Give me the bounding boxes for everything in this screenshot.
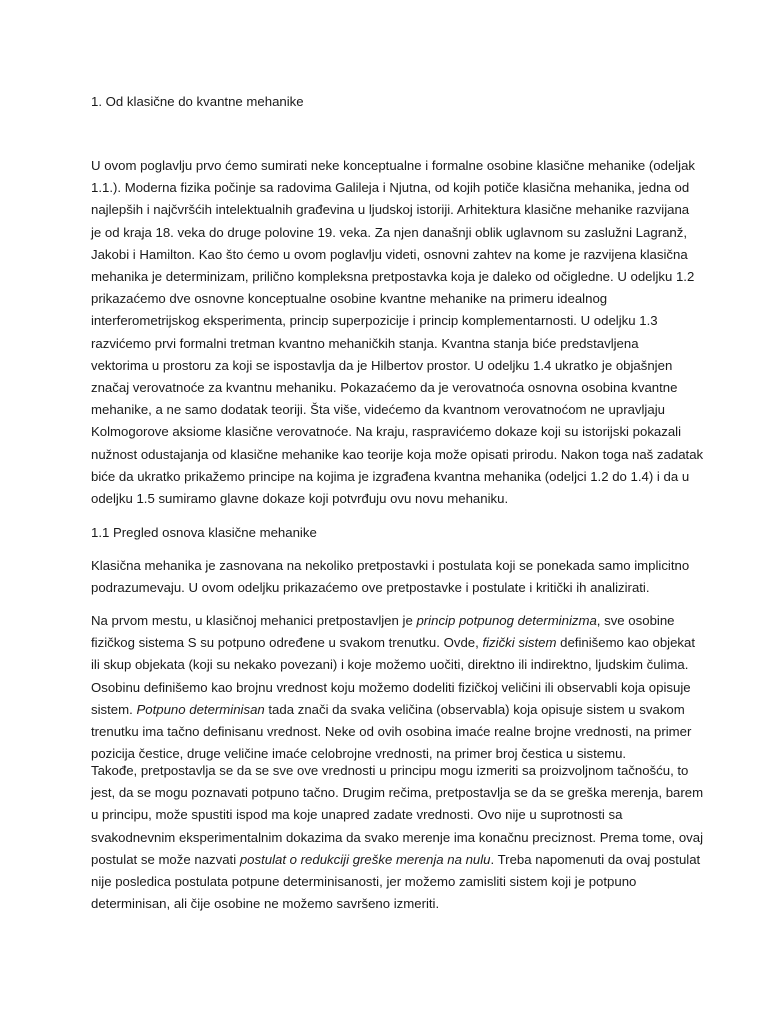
text-line: značaj verovatnoće za kvantnu mehaniku. Pokazaćemo da je verovatnoća osnovna osobina kvantne [91, 380, 678, 396]
text-line: podrazumevaju. U ovom odeljku prikazaćemo ove pretpostavke i postulate i kritički ih analizirati. [91, 580, 650, 596]
text-line: odeljku 1.5 sumiramo glavne dokaze koji potvrđuju ovu novu mehaniku. [91, 491, 509, 507]
text-line: nije posledica postulata potpune determinisanosti, jer možemo zamisliti sistem koji je potpuno [91, 874, 637, 890]
emphasis-text: postulat o redukciji greške merenja na nulu [239, 851, 491, 867]
text-run: postulat se može nazvati [91, 851, 240, 867]
text-line: U ovom poglavlju prvo ćemo sumirati neke konceptualne i formalne osobine klasične mehanike (odeljak [91, 158, 696, 173]
text-line: mehanika je determinizam, prilično kompleksna pretpostavka koja je daleko od očigledne. U odeljku 1.2 [91, 269, 695, 285]
text-line: mehanike, a ne samo dodatak teoriji. Šta više, videćemo da kvantnom verovatnoćom ne upravljaju [91, 402, 665, 418]
paragraph-2 [91, 610, 696, 765]
text-run: fizičkog sistema S su potpuno određene u svakom trenutku. Ovde, [91, 635, 483, 651]
text-line: Kolmogorove aksiome klasične verovatnoće. Na kraju, raspravićemo dokaze koji su istorijski pokazali [91, 424, 682, 440]
text-line: jest, da se mogu poznavati potpuno tačno. Drugim rečima, pretpostavlja se da se greška merenja, barem [91, 785, 704, 801]
text-line: prikazaćemo dve osnovne konceptualne osobine kvantne mehanike na primeru idealnog [91, 291, 608, 307]
text-line: ili skup objekata (koji su nekako povezani) i koje možemo uočiti, direktno ili indirektno, ljudskim čulima. [91, 657, 689, 673]
text-run: sistem. [91, 701, 137, 717]
text-line: svakodnevnim eksperimentalnim dokazima da svako merenje ima konačnu preciznost. Prema tome, ovaj [91, 829, 704, 845]
paragraph-1 [91, 555, 691, 599]
paragraph-3 [91, 760, 704, 915]
text-line: najlepših i najčvršćih intelektualnih građevina u ljudskoj istoriji. Arhitektura klasične mehanike razvijana [91, 202, 690, 218]
emphasis-text: princip potpunog determinizma [416, 613, 597, 628]
text-line [91, 632, 696, 654]
text-run: , sve osobine [596, 613, 675, 628]
text-line [91, 610, 691, 632]
section-title: 1. Od klasične do kvantne mehanike [91, 94, 304, 109]
intro-paragraph [91, 155, 704, 510]
text-line: razvićemo prvi formalni tretman kvantno mehaničkih stanja. Kvantna stanja biće predstavljena [91, 335, 639, 351]
text-line: interferometrijskog eksperimenta, princip superpozicije i princip komplementarnosti. U odeljku 1.3 [91, 313, 658, 329]
emphasis-text: fizički sistem [482, 635, 557, 651]
text-line: Osobinu definišemo kao brojnu vrednost koju možemo dodeliti fizičkoj veličini ili observabli koja opisuje [91, 679, 691, 695]
text-line: trenutku ima tačno definisanu vrednost. Neke od ovih osobina imaće realne brojne vrednosti, na primer [91, 724, 692, 740]
text-run: Na prvom mestu, u klasičnoj mehanici pretpostavljen je [91, 613, 417, 628]
text-line: determinisan, ali čije osobine ne možemo savršeno izmeriti. [91, 896, 440, 912]
subsection-title: 1.1 Pregled osnova klasične mehanike [91, 525, 317, 540]
text-line: pozicija čestice, druge veličine imaće celobrojne vrednosti, na primer broj čestica u sistemu. [91, 746, 627, 762]
text-line: je od kraja 18. veka do druge polovine 19. veka. Za njen današnji oblik uglavnom su zaslužni Lagranž, [91, 224, 688, 240]
text-line: nužnost odustajanja od klasične mehanike kao teorije koja može opisati prirodu. Nakon toga naš zadatak [91, 446, 704, 462]
text-line: biće da ukratko prikažemo principe na kojima je izgrađena kvantna mehanika (odeljci 1.2 do 1.4) i da u [91, 468, 690, 484]
text-line [91, 849, 701, 871]
text-line: Takođe, pretpostavlja se da se sve ove vrednosti u principu mogu izmeriti sa proizvoljnom tačnošću, to [91, 763, 689, 778]
text-line: 1.1.). Moderna fizika počinje sa radovima Galileja i Njutna, od kojih potiče klasična mehanika, jedna od [91, 180, 690, 196]
text-line: Klasična mehanika je zasnovana na nekoliko pretpostavki i postulata koji se ponekada samo implicitno [91, 558, 690, 573]
text-run: . Treba napomenuti da ovaj postulat [490, 851, 701, 867]
text-run: tada znači da svaka veličina (observabla) koja opisuje sistem u svakom [264, 701, 685, 717]
text-line: u principu, može spustiti ispod ma koje unapred zadate vrednosti. Ovo nije u suprotnosti sa [91, 807, 623, 823]
text-line [91, 699, 691, 721]
text-line: Jakobi i Hamilton. Kao što ćemo u ovom poglavlju videti, osnovni zahtev na kome je razvijena klasična [91, 246, 688, 262]
text-line: vektorima u prostoru za koji se ispostavlja da je Hilbertov prostor. U odeljku 1.4 ukratko je objašnjen [91, 357, 673, 373]
text-run: definišemo kao objekat [556, 635, 696, 651]
emphasis-text: Potpuno determinisan [136, 701, 265, 717]
